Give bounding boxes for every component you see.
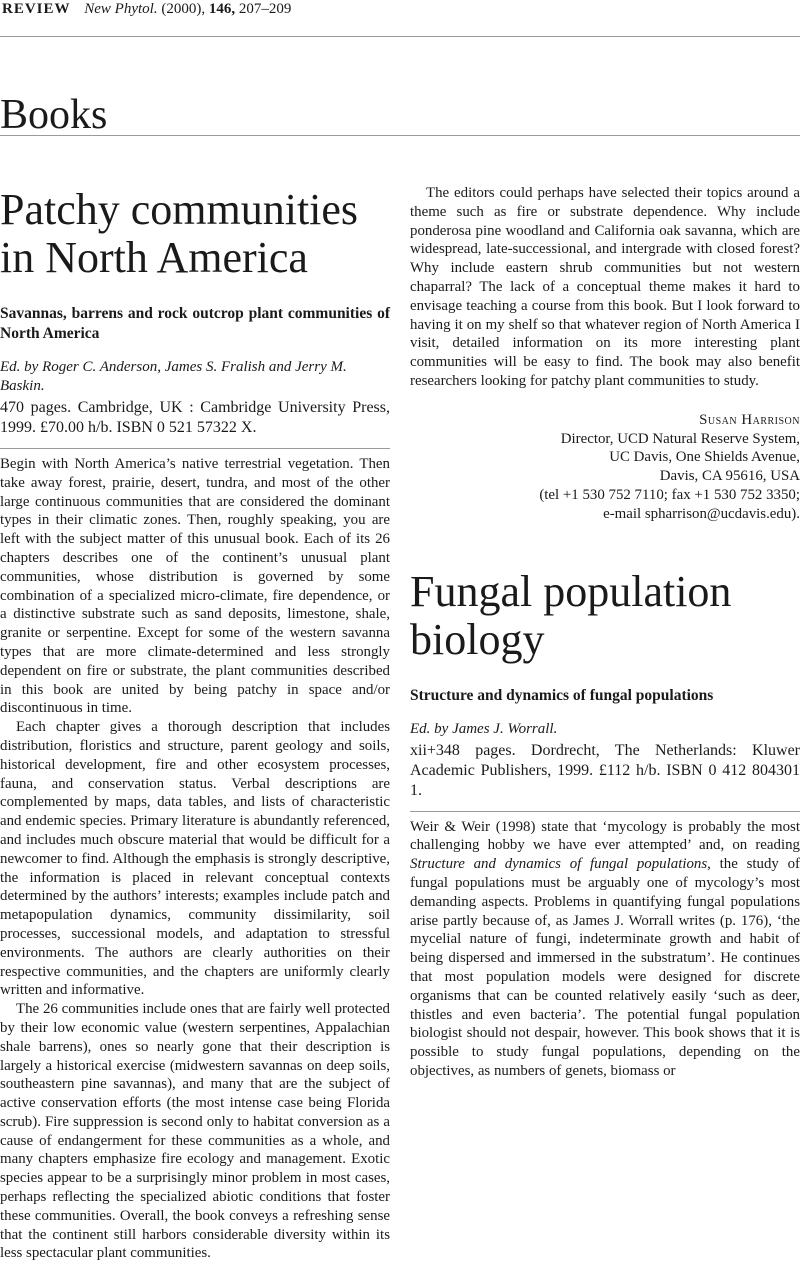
- reviewer-address-line: Director, UCD Natural Reserve System,: [560, 430, 800, 447]
- review1-paragraph-3: The 26 communities include ones that are fairly well protected by their low economic value (western serpentines, Appalachian shale barrens), ones so nearly gone that their description is largely a historical exercise (midwestern savannas on deep soils, southeastern pine savannas), and many that are the subject of active conservation efforts (the most intense case being Florida scrub). Fire suppression is second only to habitat conversion as a cause of endangerment for these communities as a whole, and many chapters emphasize fire ecology and management. Exotic species appear to be a surprisingly minor problem in most cases, perhaps reflecting the specialized abiotic conditions that foster these communities. Overall, the book conveys a refreshing sense that the continent still harbors considerable diversity within its less spectacular plant communities.: [0, 1001, 390, 1262]
- review1-paragraph-1: Begin with North America’s native terrestrial vegetation. Then take away forest, prairie, desert, tundra, and most of the other large continuous communities that are considered the dominant types in their climatic zones. Then, roughly speaking, you are left with the subject matter of this unusual book. Each of its 26 chapters describes one of the continent’s unusual plant communities, whose distribution is governed by some combination of a specialized micro-climate, fire dependence, or a distinctive substrate such as sand deposits, limestone, shale, granite or serpentine. Except for some of the western savanna types that are more climate-determined and less strongly dependent on fire or substrate, the plant communities described in this book are united by being patchy in space and/or discontinuous in time.: [0, 456, 390, 717]
- review1-book-details: 470 pages. Cambridge, UK : Cambridge University Press, 1999. £70.00 h/b. ISBN 0 521 57322 X.: [0, 399, 390, 436]
- running-head-label: REVIEW: [2, 1, 71, 17]
- review2-paragraph-1: [410, 818, 800, 1081]
- reviewer-contact-line: (tel +1 530 752 7110; fax +1 530 752 3350;: [539, 486, 800, 503]
- review1-title: Patchy communities in North America: [0, 185, 359, 282]
- review2-book-title-inline: Structure and dynamics of fungal populations: [410, 856, 708, 873]
- right-column: [410, 184, 800, 1081]
- journal-year: (2000),: [161, 1, 206, 17]
- review1-signature: [410, 411, 800, 524]
- review1-paragraph-2: Each chapter gives a thorough description that includes distribution, floristics and structure, parent geology and soils, historical development, fire and other ecosystem processes, fauna, and conservation status. Verbal descriptions are complemented by maps, data tables, and lists of characteristic and endemic species. Primary literature is abundantly referenced, and includes much obscure material that would be difficult for a newcomer to find. Although the emphasis is strongly descriptive, the information is placed in relevant conceptual contexts determined by the authors’ interests; examples include patch and metapopulation dynamics, community dissimilarity, soil processes, successional models, and adaptation to stressful environments. The authors are clearly authorities on their respective communities, and the chapters are uniformly clearly written and informative.: [0, 719, 390, 999]
- reviewer-email-line: e-mail spharrison@ucdavis.edu).: [603, 505, 800, 522]
- review2-book-title: Structure and dynamics of fungal populations: [410, 686, 714, 704]
- section-title: Books: [0, 92, 108, 139]
- reviewer-address-line: UC Davis, One Shields Avenue,: [609, 449, 800, 466]
- review2-title: Fungal population biology: [410, 566, 732, 664]
- review1-editors: Ed. by Roger C. Anderson, James S. Fralish and Jerry M. Baskin.: [0, 359, 347, 394]
- review2: [410, 568, 800, 1081]
- review2-para-rest: , the study of fungal populations must be arguably one of mycology’s most demanding aspects. Problems in quantifying fungal populations arise partly because of, as James J. Worrall writes (p. 176), ‘the mycelial nature of fungi, indeterminate growth and habit of being dispersed and immersed in the substratum’. He continues that most population models were designed for discrete organisms that can be counted relatively easily ‘such as deer, thistles and even bacteria’. The potential fungal population biologist should not despair, however. This book shows that it is possible to study fungal populations, depending on the objectives, as numbers of genets, biomass or: [410, 856, 800, 1079]
- review1-paragraph-4: The editors could perhaps have selected their topics around a theme such as fire or substrate dependence. Why include ponderosa pine woodland and California oak savanna, which are widespread, late-successional, and intergrade with closed forest? Why include eastern shrub communities but not western chaparral? The lack of a conceptual theme makes it hard to envisage teaching a course from this book. But I look forward to having it on my shelf so that whatever region of North America I visit, detailed information on its more interesting plant communities will be easy to find. The book may also benefit researchers looking for patchy plant communities to study.: [410, 185, 800, 389]
- reviewer-address-line: Davis, CA 95616, USA: [659, 468, 800, 485]
- journal-volume: 146,: [208, 1, 236, 17]
- running-head: [2, 0, 291, 22]
- review1-divider: [0, 448, 390, 449]
- reviewer-name: Susan Harrison: [699, 411, 800, 428]
- header-rule: [0, 36, 800, 37]
- review2-para-start: Weir & Weir (1998) state that ‘mycology is probably the most challenging hobby we have ever attempted’ and, on reading: [410, 818, 800, 854]
- review2-book-details: xii+348 pages. Dordrecht, The Netherlands: Kluwer Academic Publishers, 1999. £112 h/b. ISBN 0 412 804301 1.: [410, 741, 800, 799]
- section-rule: [0, 135, 800, 136]
- left-column: [0, 186, 390, 1263]
- review2-editors: Ed. by James J. Worrall.: [410, 720, 558, 737]
- journal-name: New Phytol.: [84, 1, 158, 17]
- review1-book-title: Savannas, barrens and rock outcrop plant communities of North America: [0, 305, 390, 342]
- review2-divider: [410, 811, 800, 812]
- journal-pages: 207–209: [238, 1, 292, 17]
